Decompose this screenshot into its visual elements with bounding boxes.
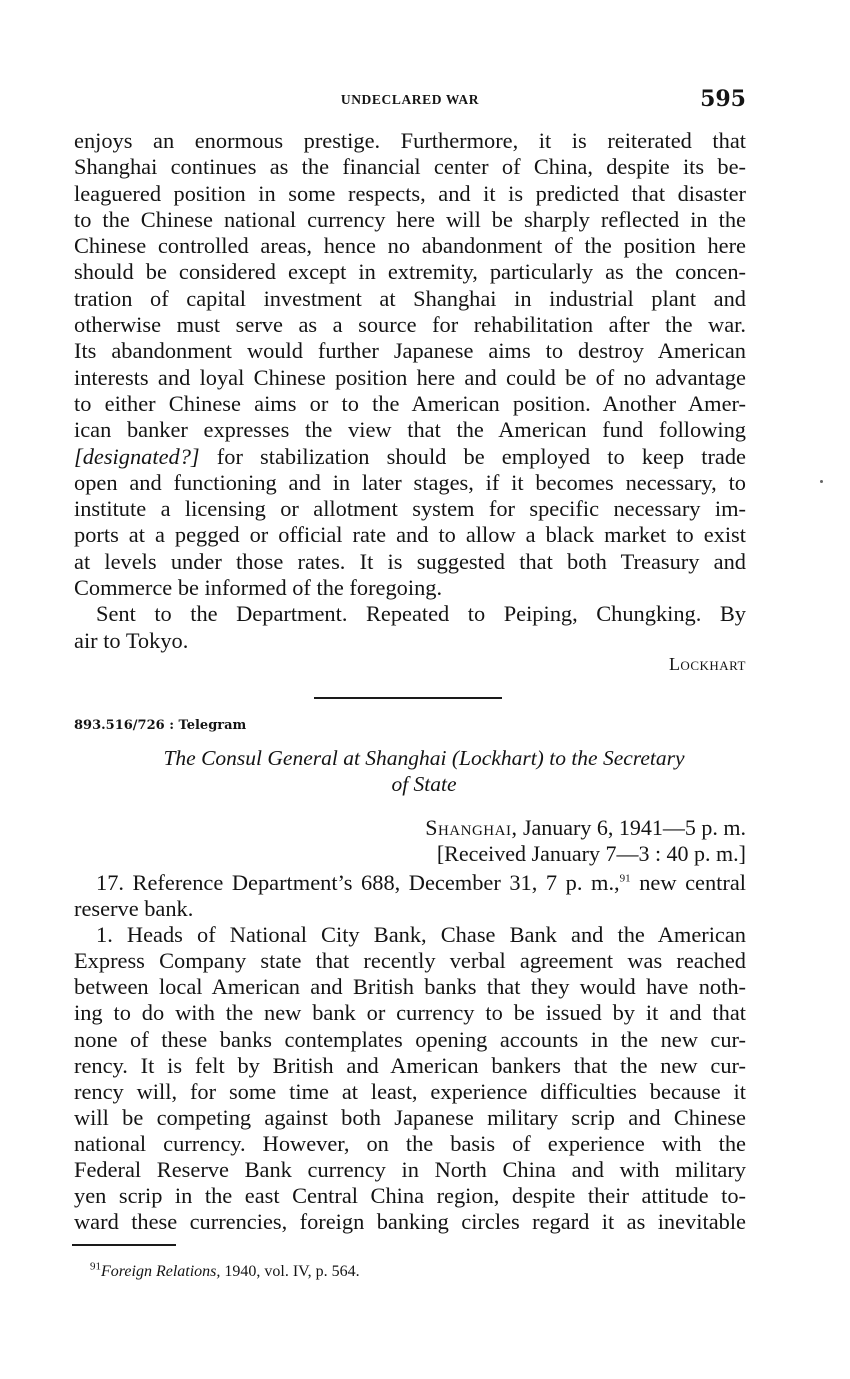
text-line-with-footnote [74, 870, 746, 896]
text-line: Its abandonment would further Japanese aims to destroy American [74, 338, 746, 364]
bracketed-insert: [designated?] [74, 443, 200, 469]
telegram-body [74, 870, 746, 1235]
text-line: ward these currencies, foreign banking circles regard it as inevitable [74, 1209, 746, 1235]
text-line: interests and loyal Chinese position here and could be of no advantage [74, 364, 746, 390]
received-line: [Received January 7—3 : 40 p. m.] [436, 841, 746, 866]
text-line: otherwise must serve as a source for rehabilitation after the war. [74, 312, 746, 338]
text-line: to the Chinese national currency here will be sharply reflected in the [74, 206, 746, 232]
text-line: ports at a pegged or official rate and to allow a black market to exist [74, 522, 746, 548]
text-line: Shanghai continues as the financial center of China, despite its be- [74, 154, 746, 180]
text-line: leaguered position in some respects, and it is predicted that disaster [74, 180, 746, 206]
text-line: reserve bank. [74, 896, 194, 922]
text-line: Commerce be informed of the foregoing. [74, 575, 443, 601]
footnote [90, 1260, 360, 1281]
text-line: enjoys an enormous prestige. Furthermore, it is reiterated that [74, 128, 746, 153]
page-number: 595 [700, 86, 746, 112]
footnote-source: Foreign Relations, [101, 1263, 221, 1280]
sent-line [425, 815, 746, 841]
footnote-ref: 91 [619, 872, 631, 885]
text-line: none of these banks contemplates opening accounts in the new cur- [74, 1026, 746, 1052]
text-line: open and functioning and in later stages, if it becomes necessary, to [74, 469, 746, 495]
file-number: 893.516/726 : Telegram [74, 718, 247, 733]
scan-speck [820, 480, 823, 483]
text-line: should be considered except in extremity, particularly as the concen- [74, 259, 746, 285]
text-fragment: 17. Reference Department’s 688, December 31, 7 p. m., [96, 870, 620, 895]
dateline [425, 815, 746, 867]
footnote-divider [72, 1244, 176, 1246]
text-line: at levels under those rates. It is suggested that both Treasury and [74, 548, 746, 574]
text-line: rency. It is felt by British and American bankers that the new cur- [74, 1052, 746, 1078]
text-line: between local American and British banks that they would have noth- [74, 974, 746, 1000]
text-line: institute a licensing or allotment system for specific necessary im- [74, 496, 746, 522]
footnote-citation: 1940, vol. IV, p. 564. [220, 1263, 360, 1280]
text-line: rency will, for some time at least, experience difficulties because it [74, 1078, 746, 1104]
section-divider [314, 697, 502, 699]
text-line: Chinese controlled areas, hence no abandonment of the position here [74, 233, 746, 259]
date: January 6, 1941—5 p. m. [522, 815, 746, 840]
running-head: UNDECLARED WAR [340, 92, 480, 107]
text-line: 1. Heads of National City Bank, Chase Bank and the American [96, 922, 746, 948]
text-fragment: for stabilization should be employed to keep trade [216, 443, 746, 469]
title-line: The Consul General at Shanghai (Lockhart) to the Secretary [163, 746, 685, 770]
text-line: Sent to the Department. Repeated to Peiping, Chungking. By [96, 601, 746, 627]
text-fragment: new central [630, 870, 747, 895]
signature: Lockhart [668, 654, 746, 674]
text-line: Federal Reserve Bank currency in North China and with military [74, 1157, 746, 1183]
text-line: national currency. However, on the basis of experience with the [74, 1130, 746, 1156]
text-line: to either Chinese aims or to the American position. Another Amer- [74, 390, 746, 416]
text-line: ican banker expresses the view that the American fund following [74, 417, 746, 443]
text-line: tration of capital investment at Shanghai in industrial plant and [74, 285, 746, 311]
footnote-marker: 91 [90, 1260, 101, 1273]
document-title [74, 745, 774, 797]
text-line: air to Tokyo. [74, 627, 189, 653]
text-line-with-insert [74, 444, 746, 470]
page-header [74, 86, 746, 116]
title-line: of State [391, 772, 457, 796]
place: Shanghai, [425, 815, 518, 840]
text-line: Express Company state that recently verbal agreement was reached [74, 948, 746, 974]
text-line: will be competing against both Japanese military scrip and Chinese [74, 1104, 746, 1130]
text-line: yen scrip in the east Central China region, despite their attitude to- [74, 1183, 746, 1209]
continued-paragraph [74, 128, 746, 654]
text-line: ing to do with the new bank or currency to be issued by it and that [74, 1000, 746, 1026]
